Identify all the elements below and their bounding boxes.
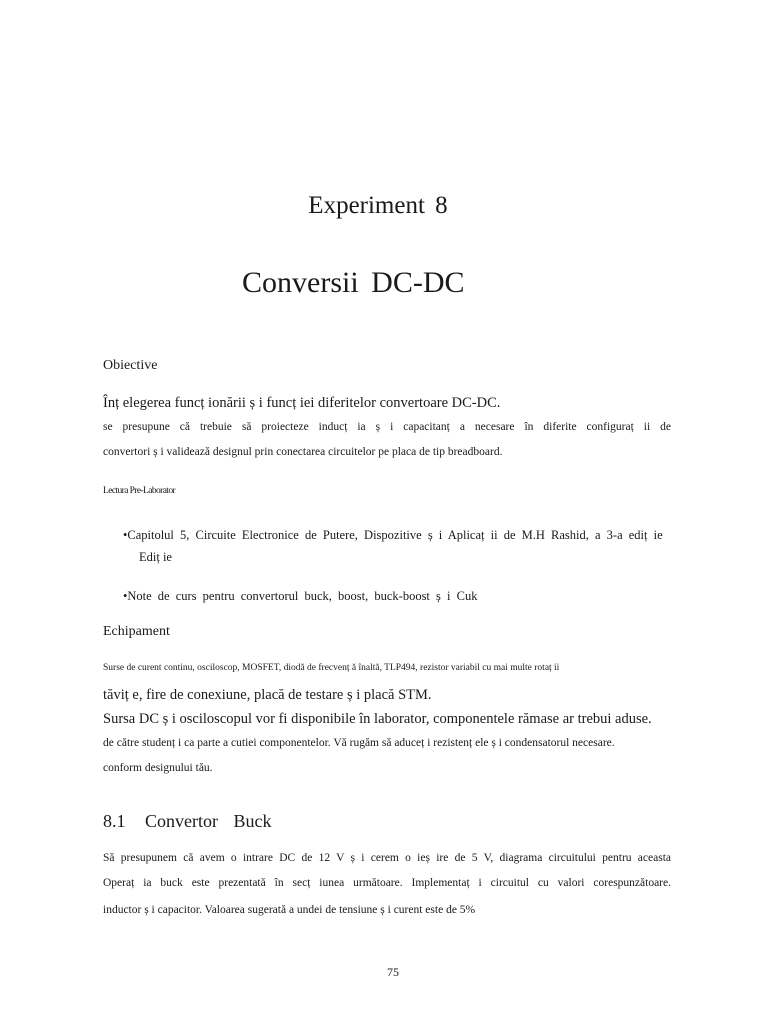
experiment-label: Experiment 8 bbox=[308, 192, 448, 219]
section-line-1: Să presupunem că avem o intrare DC de 12 V ș i cerem o ieș ire de 5 V, diagrama circuitului pentru aceasta bbox=[103, 852, 671, 864]
section-title: Convertor Buck bbox=[145, 811, 272, 831]
objectives-heading: Obiective bbox=[103, 358, 158, 373]
equipment-line-2: tăviț e, fire de conexiune, placă de testare ș i placă STM. bbox=[103, 687, 432, 703]
page-number: 75 bbox=[387, 965, 399, 979]
objectives-line-3: convertori ș i validează designul prin conectarea circuitelor pe placa de tip breadboard. bbox=[103, 446, 503, 458]
prelab-heading: Lectura Pre-Laborator bbox=[103, 486, 176, 496]
page-title: Conversii DC-DC bbox=[242, 266, 465, 299]
equipment-line-1: Surse de curent continu, osciloscop, MOSFET, diodă de frecvenț ă înaltă, TLP494, rezistor variabil cu mai multe rotaț ii bbox=[103, 663, 560, 673]
objectives-line-1: Înț elegerea funcț ionării ș i funcț iei diferitelor convertoare DC-DC. bbox=[103, 395, 501, 411]
section-number: 8.1 bbox=[103, 811, 126, 831]
equipment-line-5: conform designului tău. bbox=[103, 762, 213, 774]
equipment-line-3: Sursa DC ș i osciloscopul vor fi disponibile în laborator, componentele rămase ar trebui aduse. bbox=[103, 711, 652, 727]
equipment-line-4: de către studenț i ca parte a cutiei componentelor. Vă rugăm să aduceț i rezistenț ele ș i condensatorul necesare. bbox=[103, 737, 615, 749]
section-line-3: inductor ș i capacitor. Valoarea sugerată a undei de tensiune ș i curent este de 5% bbox=[103, 904, 476, 916]
prelab-bullet-2: •Note de curs pentru convertorul buck, boost, buck-boost ș i Cuk bbox=[123, 589, 478, 603]
prelab-bullet-1: •Capitolul 5, Circuite Electronice de Putere, Dispozitive ș i Aplicaț ii de M.H Rashid, a 3-a ediț ie bbox=[123, 528, 663, 542]
prelab-bullet-1-continuation: Ediț ie bbox=[139, 550, 172, 564]
equipment-heading: Echipament bbox=[103, 624, 170, 639]
section-line-2: Operaț ia buck este prezentată în secț iunea următoare. Implementaț i circuitul cu valori corespunzătoare. bbox=[103, 877, 671, 889]
objectives-line-2: se presupune că trebuie să proiecteze inducț ia ș i capacitanț a necesare în diferite configuraț ii de bbox=[103, 421, 671, 433]
